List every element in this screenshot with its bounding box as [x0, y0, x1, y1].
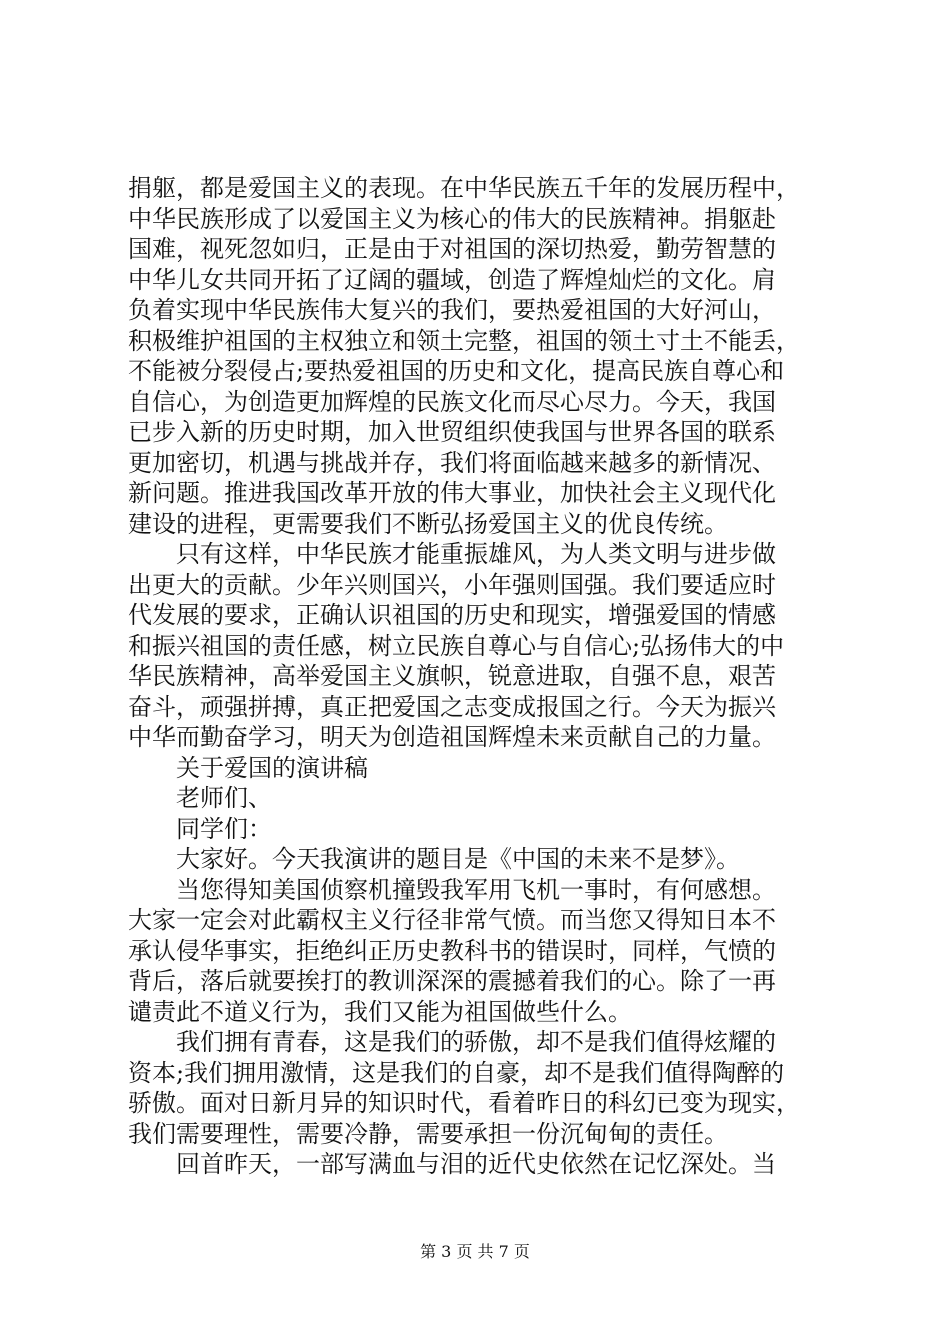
text-line: 华民族精神，高举爱国主义旗帜，锐意进取，自强不息，艰苦: [128, 662, 776, 690]
text-line: 不能被分裂侵占;要热爱祖国的历史和文化，提高民族自尊心和: [128, 357, 785, 385]
greeting-line: 大家好。今天我演讲的题目是《中国的未来不是梦》。: [176, 845, 740, 873]
text-line: 谴责此不道义行为，我们又能为祖国做些什么。: [128, 997, 632, 1026]
text-line: 积极维护祖国的主权独立和领土完整，祖国的领土寸土不能丢，: [128, 326, 800, 355]
salutation-teachers: 老师们、: [176, 784, 272, 812]
text-line: 已步入新的历史时期，加入世贸组织使我国与世界各国的联系: [128, 418, 776, 446]
text-line: 背后，落后就要挨打的教训深深的震撼着我们的心。除了一再: [128, 967, 776, 995]
text-line: 建设的进程，更需要我们不断弘扬爱国主义的优良传统。: [128, 509, 728, 538]
paragraph-start-line: 回首昨天，一部写满血与泪的近代史依然在记忆深处。当: [176, 1150, 776, 1178]
text-line: 承认侵华事实，拒绝纠正历史教科书的错误时，同样，气愤的: [128, 936, 776, 965]
speech-title: 关于爱国的演讲稿: [176, 753, 368, 782]
text-line: 资本;我们拥用激情，这是我们的自豪，却不是我们值得陶醉的: [128, 1058, 785, 1087]
salutation-students: 同学们：: [176, 814, 272, 843]
text-line: 国难，视死忽如归，正是由于对祖国的深切热爱，勤劳智慧的: [128, 235, 776, 263]
text-line: 代发展的要求，正确认识祖国的历史和现实，增强爱国的情感: [128, 601, 776, 629]
document-body: [128, 173, 848, 1180]
text-line: 骄傲。面对日新月异的知识时代，看着昨日的科幻已变为现实，: [128, 1089, 800, 1117]
text-line: 中华儿女共同开拓了辽阔的疆域，创造了辉煌灿烂的文化。肩: [128, 265, 776, 294]
text-line: 奋斗，顽强拼搏，真正把爱国之志变成报国之行。今天为振兴: [128, 692, 776, 721]
paragraph-start-line: 只有这样，中华民族才能重振雄风，为人类文明与进步做: [176, 540, 776, 568]
text-line: 更加密切，机遇与挑战并存，我们将面临越来越多的新情况、: [128, 448, 776, 477]
text-line: 捐躯，都是爱国主义的表现。在中华民族五千年的发展历程中，: [128, 174, 800, 202]
paragraph-start-line: 我们拥有青春，这是我们的骄傲，却不是我们值得炫耀的: [176, 1028, 776, 1056]
text-line: 自信心，为创造更加辉煌的民族文化而尽心尽力。今天，我国: [128, 387, 776, 416]
text-line: 中华而勤奋学习，明天为创造祖国辉煌未来贡献自己的力量。: [128, 723, 776, 751]
text-line: 我们需要理性，需要冷静，需要承担一份沉甸甸的责任。: [128, 1119, 728, 1148]
text-line: 负着实现中华民族伟大复兴的我们，要热爱祖国的大好河山，: [128, 296, 776, 324]
text-line: 大家一定会对此霸权主义行径非常气愤。而当您又得知日本不: [128, 906, 776, 934]
text-line: 中华民族形成了以爱国主义为核心的伟大的民族精神。捐躯赴: [128, 204, 776, 233]
text-line: 和振兴祖国的责任感，树立民族自尊心与自信心;弘扬伟大的中: [128, 631, 785, 660]
page-number-footer: 第 3 页 共 7 页: [420, 1242, 530, 1261]
paragraph-start-line: 当您得知美国侦察机撞毁我军用飞机一事时，有何感想。: [176, 875, 776, 904]
text-line: 出更大的贡献。少年兴则国兴，小年强则国强。我们要适应时: [128, 570, 776, 599]
text-line: 新问题。推进我国改革开放的伟大事业，加快社会主义现代化: [128, 479, 776, 507]
